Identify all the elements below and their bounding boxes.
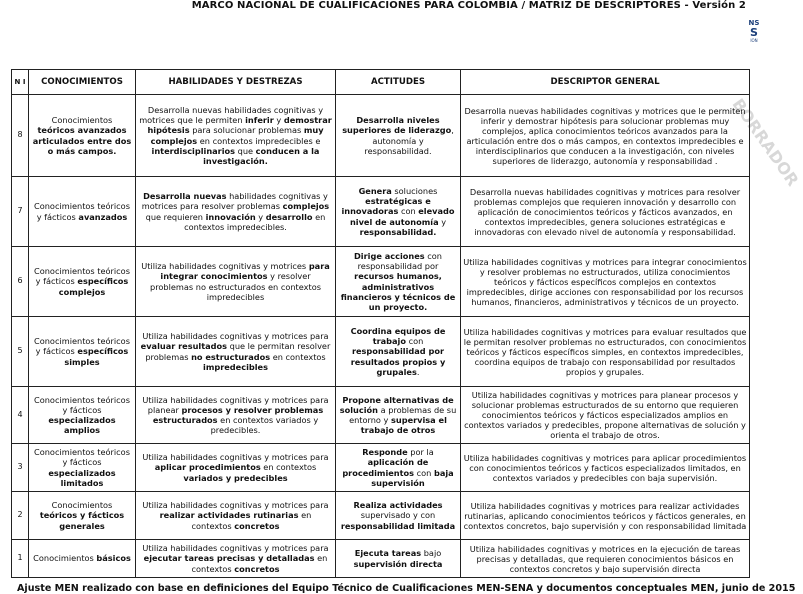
table-row	[12, 317, 750, 387]
institution-logo	[744, 19, 764, 43]
actitudes-cell: Coordina equipos de trabajo con responsabilidad por resultados propios y grupales.	[336, 317, 461, 387]
habilidades-cell: Utiliza habilidades cognitivas y motrices para integrar conocimientos y resolver problemas no estructurados en contextos impredecibles	[136, 247, 336, 317]
descriptor-cell: Desarrolla nuevas habilidades cognitivas y motrices que le permiten inferir y demostrar hipótesis para solucionar problemas muy complejos, aplica conocimientos teóricos avanzados para la articulación entre dos o más campos, en contextos impredecibles e interdisciplinarios que conducen a la investigación, con niveles superiores de liderazgo, autonomía y responsabilidad .	[461, 95, 750, 177]
conocimientos-cell: Conocimientos teóricos y fácticos específicos simples	[29, 317, 136, 387]
actitudes-cell: Propone alternativas de solución a problemas de su entorno y supervisa el trabajo de otros	[336, 387, 461, 444]
habilidades-cell: Desarrolla nuevas habilidades cognitivas y motrices que le permiten inferir y demostrar hipótesis para solucionar problemas muy complejos en contextos impredecibles e interdisciplinarios que conducen a la investigación.	[136, 95, 336, 177]
logo-caption: ION	[750, 38, 758, 43]
descriptor-cell: Utiliza habilidades cognitivas y motrices para integrar conocimientos y resolver problemas no estructurados, utiliza conocimientos teóricos y fácticos específicos complejos en contextos impredecibles, dirige acciones con responsabilidad por los recursos humanos, financieros, administrativos y técnicos de un proyecto.	[461, 247, 750, 317]
header-conocimientos: CONOCIMIENTOS	[29, 70, 136, 95]
table-header-row	[12, 70, 750, 95]
descriptor-cell: Utiliza habilidades cognitivas y motrices para realizar actividades rutinarias, aplicando conocimientos teóricos y fácticos generales, en contextos concretos, bajo supervisión y con responsabilidad limitada	[461, 492, 750, 540]
conocimientos-cell: Conocimientos teóricos avanzados articulados entre dos o más campos.	[29, 95, 136, 177]
actitudes-cell: Genera soluciones estratégicas e innovadoras con elevado nivel de autonomía y responsabilidad.	[336, 177, 461, 247]
conocimientos-cell: Conocimientos teóricos y fácticos especializados amplios	[29, 387, 136, 444]
footer-note: Ajuste MEN realizado con base en definiciones del Equipo Técnico de Cualificaciones MEN-SENA y documentos conceptuales MEN, junio de 2015	[17, 583, 796, 594]
conocimientos-cell: Conocimientos básicos	[29, 540, 136, 578]
table-row	[12, 95, 750, 177]
actitudes-cell: Desarrolla niveles superiores de liderazgo, autonomía y responsabilidad.	[336, 95, 461, 177]
actitudes-cell: Dirige acciones con responsabilidad por recursos humanos, administrativos financieros y técnicos de un proyecto.	[336, 247, 461, 317]
level-cell: 7	[12, 177, 29, 247]
level-cell: 3	[12, 444, 29, 492]
header-habilidades: HABILIDADES Y DESTREZAS	[136, 70, 336, 95]
descriptor-cell: Utiliza habilidades cognitivas y motrices en la ejecución de tareas precisas y detalladas, que requieren conocimientos básicos en contextos concretos y bajo supervisión directa	[461, 540, 750, 578]
header-level: N I	[12, 70, 29, 95]
logo-text: NS	[748, 19, 760, 27]
table-row	[12, 492, 750, 540]
habilidades-cell: Utiliza habilidades cognitivas y motrices para ejecutar tareas precisas y detalladas en contextos concretos	[136, 540, 336, 578]
descriptor-cell: Utiliza habilidades cognitivas y motrices para planear procesos y solucionar problemas estructurados de su entorno que requieren conocimientos teóricos y fácticos especializados amplios en contextos variados y predecibles, propone alternativas de solución y orienta el trabajo de otros.	[461, 387, 750, 444]
watermark: BORRADOR	[728, 95, 803, 190]
actitudes-cell: Realiza actividades supervisado y con responsabilidad limitada	[336, 492, 461, 540]
descriptor-cell: Desarrolla nuevas habilidades cognitivas y motrices para resolver problemas complejos que requieren innovación y desarrollo con aplicación de conocimientos teóricos y fácticos avanzados, en contextos impredecibles, genera soluciones estratégicas e innovadoras con elevado nivel de autonomía y responsabilidad.	[461, 177, 750, 247]
table-row	[12, 444, 750, 492]
habilidades-cell: Utiliza habilidades cognitivas y motrices para planear procesos y resolver problemas estructurados en contextos variados y predecibles.	[136, 387, 336, 444]
actitudes-cell: Ejecuta tareas bajo supervisión directa	[336, 540, 461, 578]
conocimientos-cell: Conocimientos teóricos y fácticos avanzados	[29, 177, 136, 247]
actitudes-cell: Responde por la aplicación de procedimientos con baja supervisión	[336, 444, 461, 492]
conocimientos-cell: Conocimientos teóricos y fácticos especializados limitados	[29, 444, 136, 492]
level-cell: 5	[12, 317, 29, 387]
level-cell: 4	[12, 387, 29, 444]
conocimientos-cell: Conocimientos teóricos y fácticos específicos complejos	[29, 247, 136, 317]
habilidades-cell: Utiliza habilidades cognitivas y motrices para aplicar procedimientos en contextos variados y predecibles	[136, 444, 336, 492]
descriptor-cell: Utiliza habilidades cognitivas y motrices para aplicar procedimientos con conocimientos teóricos y facticos especializados limitados, en contextos variados y predecibles con baja supervisión.	[461, 444, 750, 492]
descriptor-cell: Utiliza habilidades cognitivas y motrices para evaluar resultados que le permitan resolver problemas no estructurados, con conocimientos teóricos y fácticos específicos simples, en contextos impredecibles, coordina equipos de trabajo con responsabilidad por resultados propios y grupales.	[461, 317, 750, 387]
logo-mark: S	[750, 26, 758, 39]
table-row	[12, 387, 750, 444]
habilidades-cell: Utiliza habilidades cognitivas y motrices para realizar actividades rutinarias en contextos concretos	[136, 492, 336, 540]
table-row	[12, 177, 750, 247]
header-descriptor: DESCRIPTOR GENERAL	[461, 70, 750, 95]
habilidades-cell: Desarrolla nuevas habilidades cognitivas y motrices para resolver problemas complejos que requieren innovación y desarrollo en contextos impredecibles.	[136, 177, 336, 247]
document-title: MARCO NACIONAL DE CUALIFICACIONES PARA COLOMBIA / MATRIZ DE DESCRIPTORES - Versión 2	[191, 0, 746, 11]
level-cell: 8	[12, 95, 29, 177]
descriptor-matrix-table	[11, 69, 750, 578]
level-cell: 6	[12, 247, 29, 317]
level-cell: 1	[12, 540, 29, 578]
habilidades-cell: Utiliza habilidades cognitivas y motrices para evaluar resultados que le permitan resolver problemas no estructurados en contextos impredecibles	[136, 317, 336, 387]
header-actitudes: ACTITUDES	[336, 70, 461, 95]
level-cell: 2	[12, 492, 29, 540]
table-row	[12, 540, 750, 578]
table-row	[12, 247, 750, 317]
conocimientos-cell: Conocimientos teóricos y fácticos generales	[29, 492, 136, 540]
